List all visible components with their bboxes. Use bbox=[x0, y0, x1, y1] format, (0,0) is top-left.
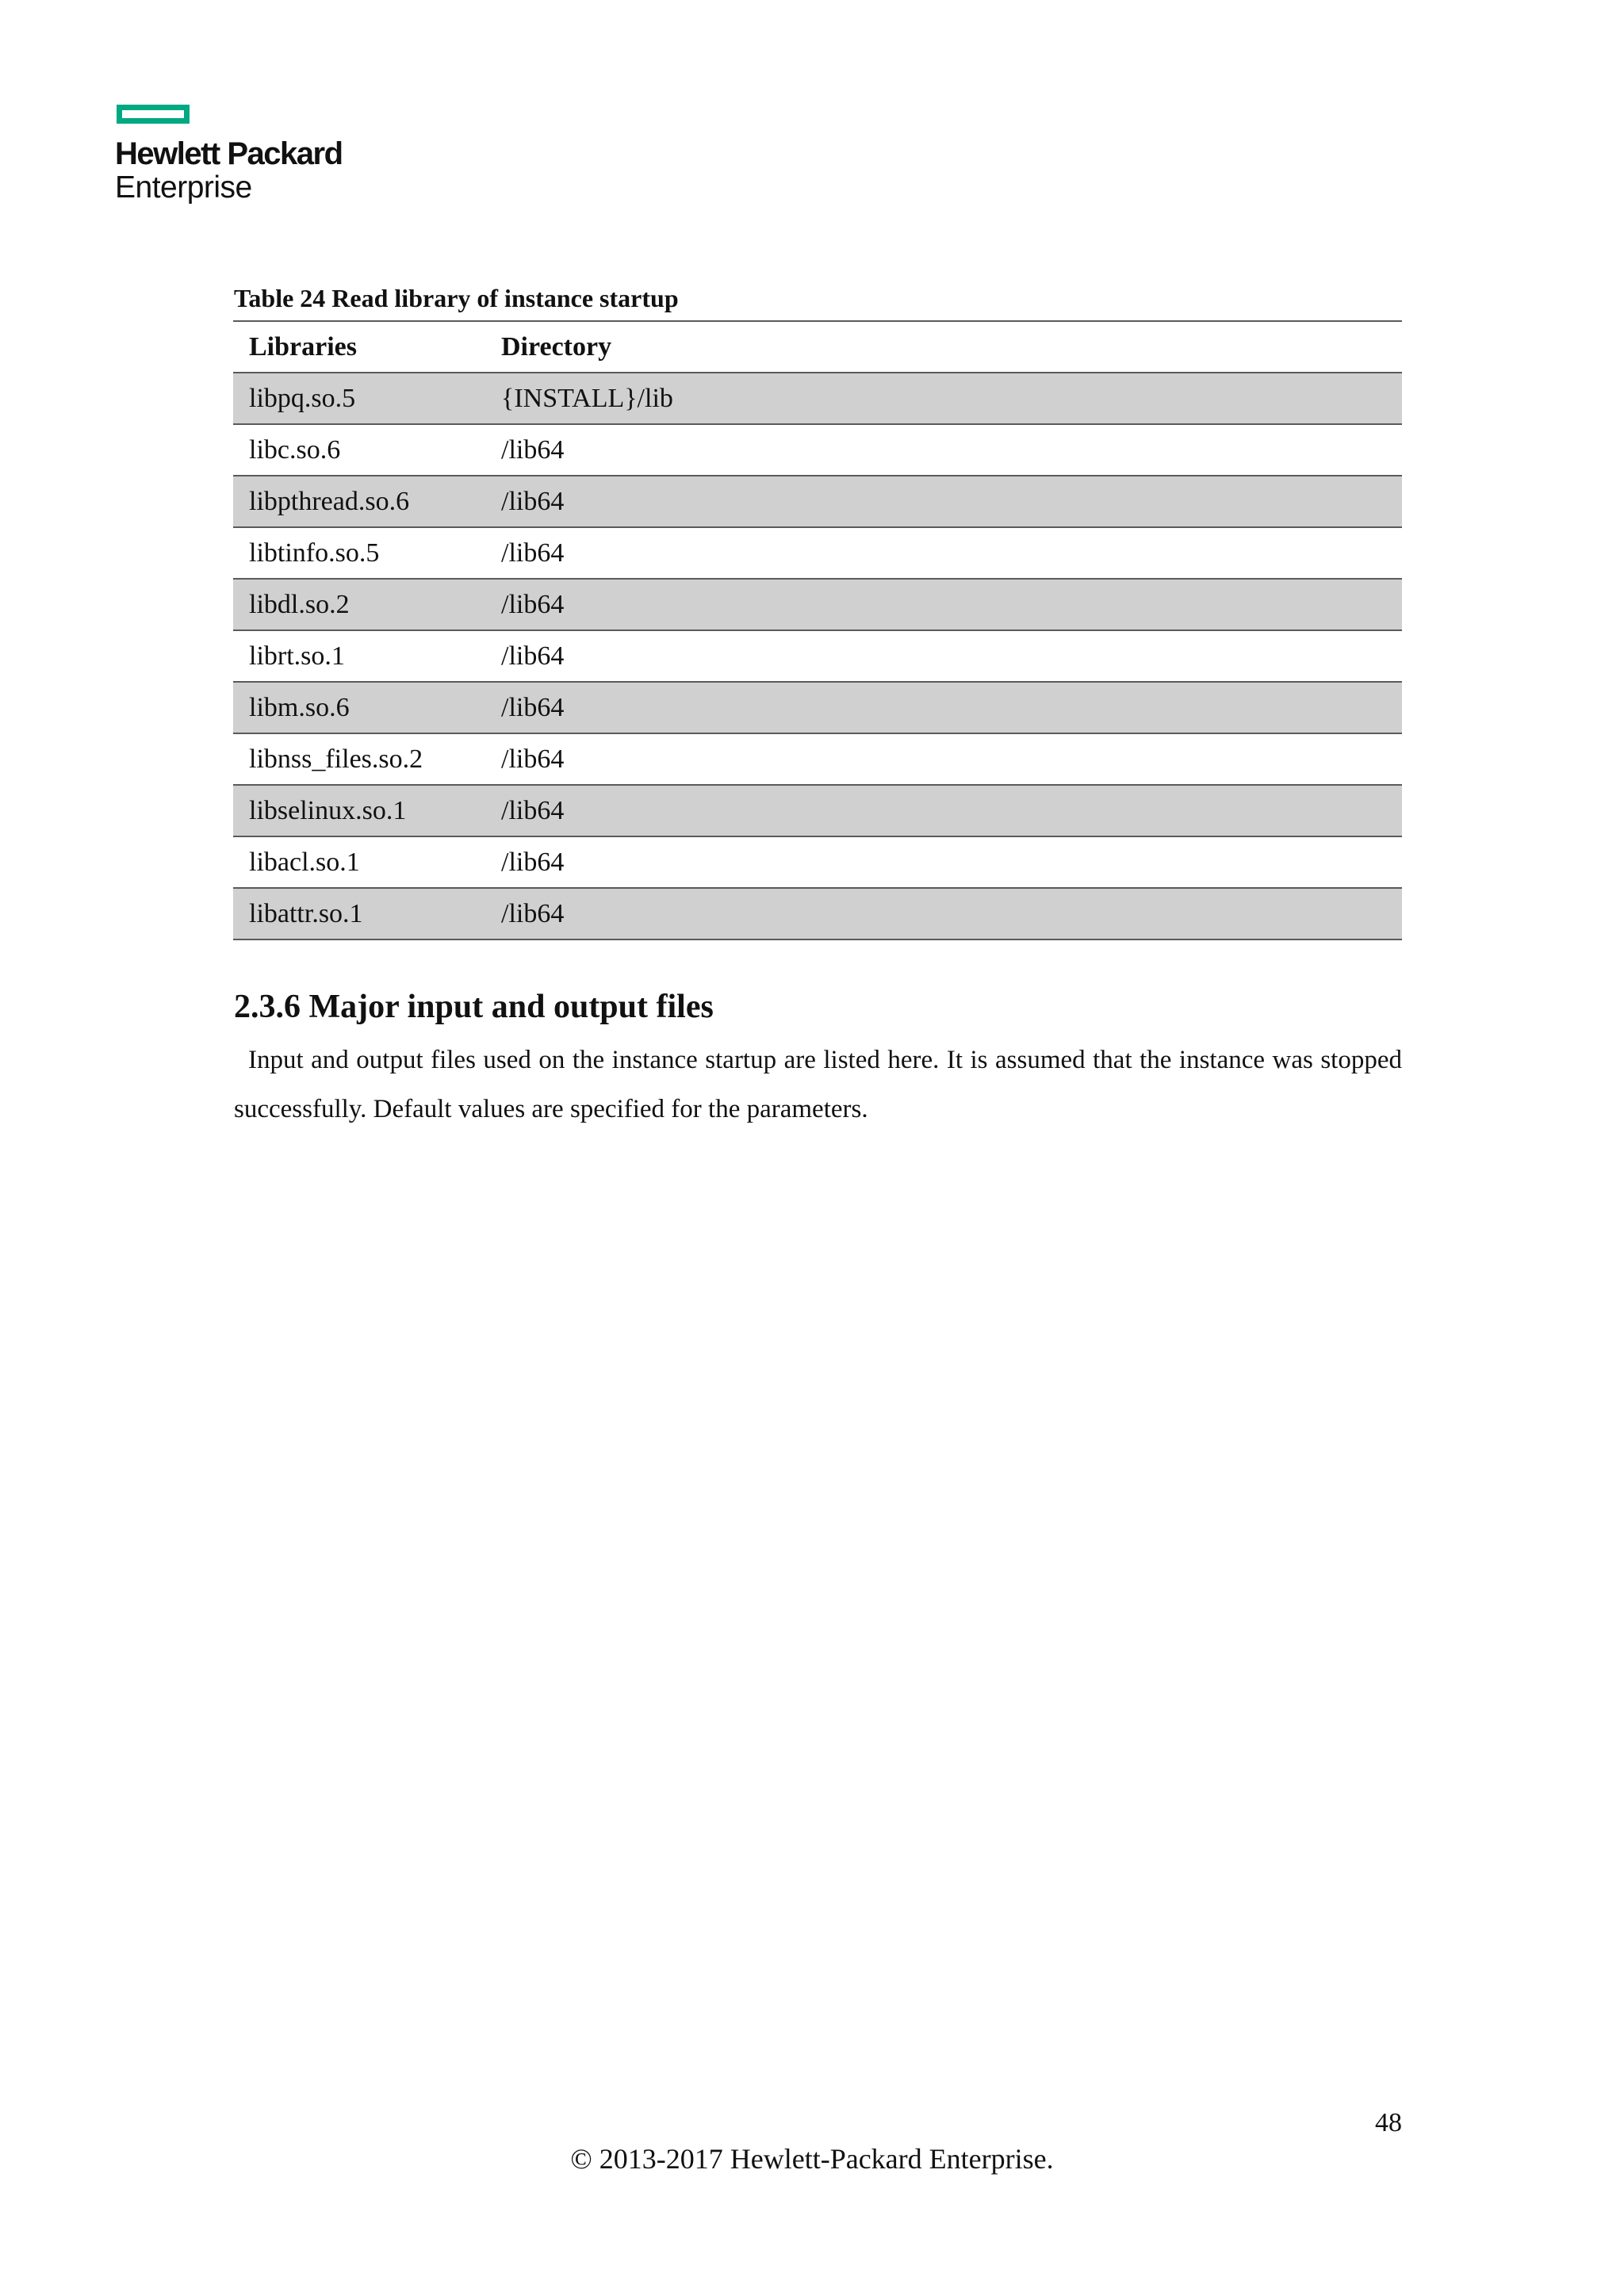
table-row bbox=[233, 682, 1402, 733]
directory-cell: /lib64 bbox=[485, 630, 1402, 682]
directory-cell: /lib64 bbox=[485, 733, 1402, 785]
library-cell: libdl.so.2 bbox=[233, 579, 485, 630]
table-header-row bbox=[233, 321, 1402, 373]
directory-cell: /lib64 bbox=[485, 527, 1402, 579]
library-cell: libnss_files.so.2 bbox=[233, 733, 485, 785]
library-cell: libtinfo.so.5 bbox=[233, 527, 485, 579]
table-row bbox=[233, 373, 1402, 424]
directory-cell: {INSTALL}/lib bbox=[485, 373, 1402, 424]
directory-cell: /lib64 bbox=[485, 579, 1402, 630]
table-row bbox=[233, 579, 1402, 630]
library-cell: libselinux.so.1 bbox=[233, 785, 485, 836]
table-caption: Table 24 Read library of instance startup bbox=[234, 284, 679, 312]
directory-cell: /lib64 bbox=[485, 785, 1402, 836]
logo-text-line2: Enterprise bbox=[115, 170, 252, 205]
directory-cell: /lib64 bbox=[485, 424, 1402, 476]
column-header-directory: Directory bbox=[485, 321, 1402, 373]
table-row bbox=[233, 888, 1402, 939]
directory-cell: /lib64 bbox=[485, 836, 1402, 888]
directory-cell: /lib64 bbox=[485, 476, 1402, 527]
library-cell: libattr.so.1 bbox=[233, 888, 485, 939]
section-heading: 2.3.6 Major input and output files bbox=[234, 989, 714, 1025]
page-number: 48 bbox=[1375, 2108, 1402, 2137]
column-header-libraries: Libraries bbox=[233, 321, 485, 373]
library-cell: libpq.so.5 bbox=[233, 373, 485, 424]
library-cell: librt.so.1 bbox=[233, 630, 485, 682]
table-row bbox=[233, 630, 1402, 682]
section-paragraph: Input and output files used on the instance startup are listed here. It is assumed that the instance was stopped successfully. Default values are specified for the parameters. bbox=[234, 1046, 1402, 1123]
table-row bbox=[233, 785, 1402, 836]
table-row bbox=[233, 836, 1402, 888]
directory-cell: /lib64 bbox=[485, 888, 1402, 939]
directory-cell: /lib64 bbox=[485, 682, 1402, 733]
libraries-table bbox=[233, 320, 1402, 940]
library-cell: libc.so.6 bbox=[233, 424, 485, 476]
library-cell: libpthread.so.6 bbox=[233, 476, 485, 527]
hpe-logo-element-icon bbox=[117, 105, 190, 124]
table-row bbox=[233, 733, 1402, 785]
logo-text-line1: Hewlett Packard bbox=[115, 136, 343, 171]
library-cell: libacl.so.1 bbox=[233, 836, 485, 888]
table-row bbox=[233, 527, 1402, 579]
library-cell: libm.so.6 bbox=[233, 682, 485, 733]
copyright-notice: © 2013-2017 Hewlett-Packard Enterprise. bbox=[570, 2143, 1054, 2175]
table-row bbox=[233, 476, 1402, 527]
table-row bbox=[233, 424, 1402, 476]
